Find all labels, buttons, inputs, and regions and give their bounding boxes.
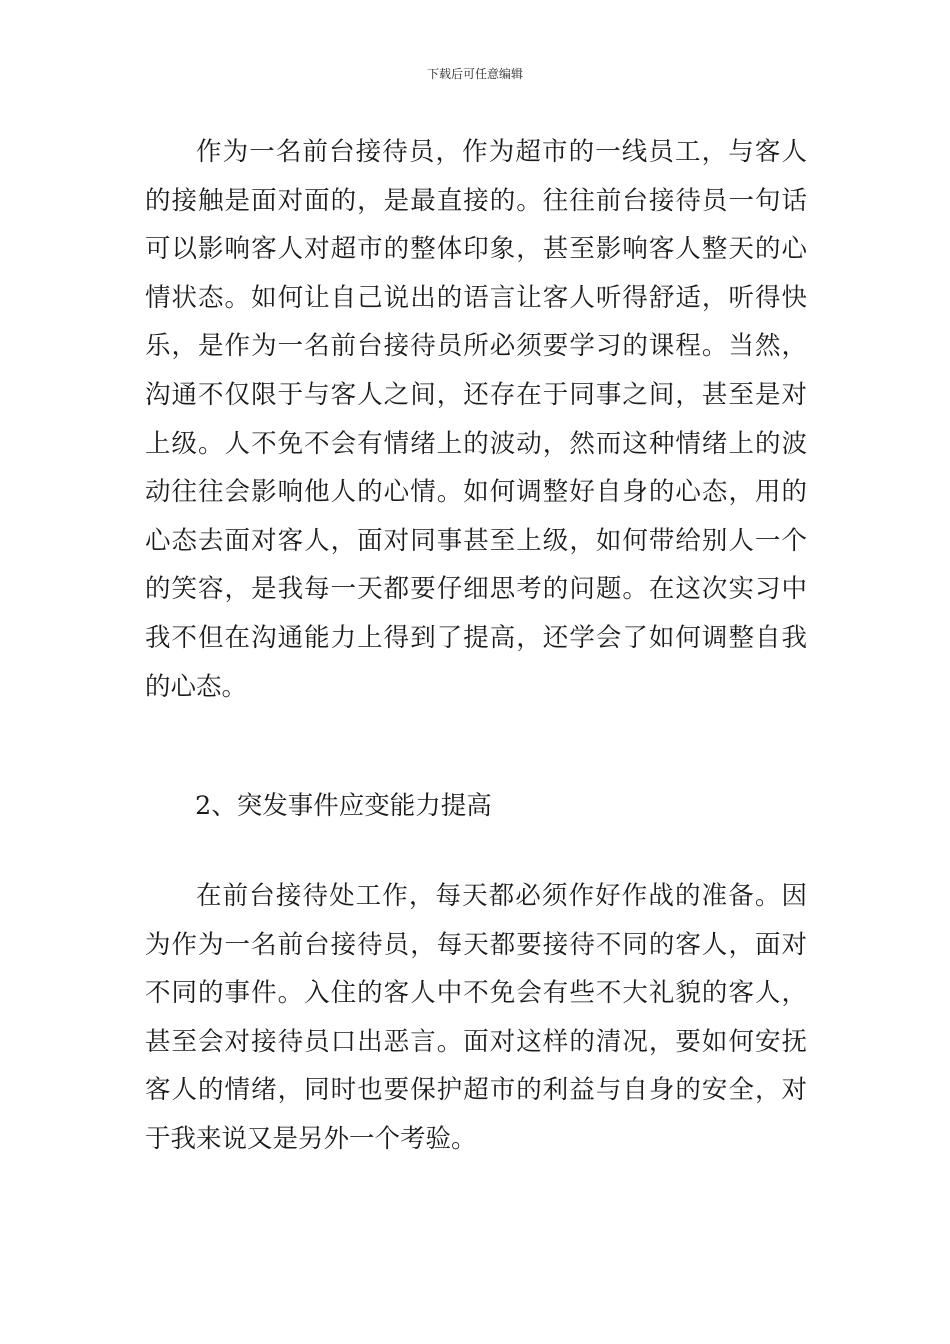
paragraph-2: 在前台接待处工作，每天都必须作好作战的准备。因为作为一名前台接待员，每天都要接待不同的客人，面对不同的事件。入住的客人中不免会有些不大礼貌的客人，甚至会对接待员口出恶言。面对这样的清况，要如何安抚客人的情绪，同时也要保护超市的利益与自身的安全，对于我来说又是另外一个考验。 <box>145 881 807 1154</box>
section-heading: 2、突发事件应变能力提高 <box>195 791 492 821</box>
header-note: 下载后可任意编辑 <box>426 67 523 81</box>
paragraph-1: 作为一名前台接待员，作为超市的一线员工，与客人的接触是面对面的，是最直接的。往往前台接待员一句话可以影响客人对超市的整体印象，甚至影响客人整天的心情状态。如何让自己说出的语言让客人听得舒适，听得快乐，是作为一名前台接待员所必须要学习的课程。当然，沟通不仅限于与客人之间，还存在于同事之间，甚至是对上级。人不免不会有情绪上的波动，然而这种情绪上的波动往往会影响他人的心情。如何调整好自身的心态，用的心态去面对客人，面对同事甚至上级，如何带给别人一个的笑容，是我每一天都要仔细思考的问题。在这次实习中我不但在沟通能力上得到了提高，还学会了如何调整自我的心态。 <box>145 137 807 702</box>
